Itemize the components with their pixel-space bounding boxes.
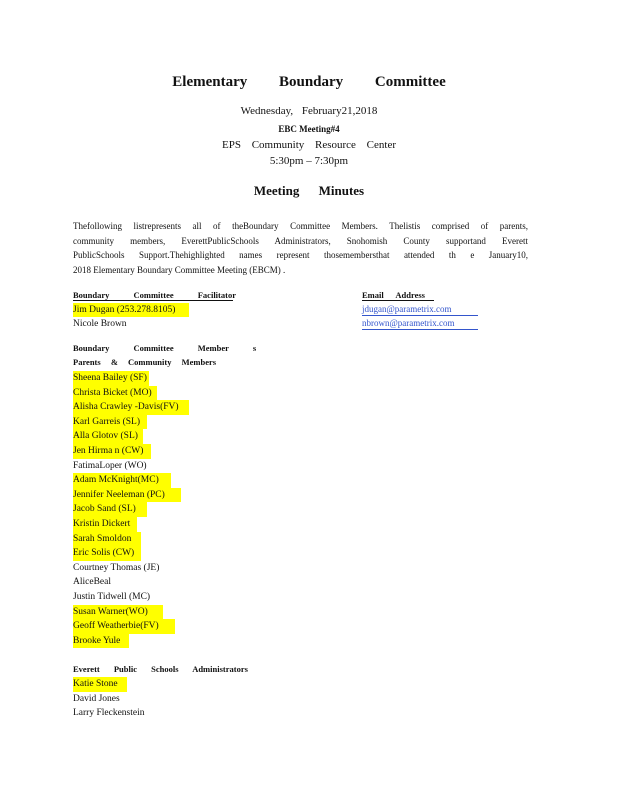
list-item: FatimaLoper (WO): [73, 460, 147, 471]
list-item: David Jones: [73, 693, 120, 704]
list-item: Alla Glotov (SL): [73, 429, 189, 444]
members-subheading: Parents & Community Members: [73, 357, 217, 367]
facilitator-name: Jim Dugan (253.278.8105): [73, 303, 189, 317]
email-address-heading: Email Address: [362, 290, 434, 301]
intro-line: community members, EverettPublicSchools Administrators, Snohomish County supportand Everett: [73, 235, 528, 246]
list-item: Sarah Smoldon: [73, 532, 189, 547]
list-item: Kristin Dickert: [73, 517, 189, 532]
intro-line: 2018 Elementary Boundary Committee Meeting (EBCM) .: [73, 264, 286, 275]
meeting-date: Wednesday, February21,2018: [240, 105, 378, 117]
list-item: Jen Hirma n (CW): [73, 444, 189, 459]
list-item: Alisha Crawley -Davis(FV): [73, 400, 189, 415]
members-list: [73, 371, 189, 648]
meeting-location: EPS Community Resource Center: [221, 139, 396, 151]
list-item: Karl Garreis (SL): [73, 415, 189, 430]
document-title: Elementary Boundary Committee: [172, 74, 446, 90]
list-item: AliceBeal: [73, 577, 111, 588]
list-item: Susan Warner(WO): [73, 605, 189, 620]
list-item: Courtney Thomas (JE): [73, 562, 160, 573]
list-item: Christa Bicket (MO): [73, 386, 189, 401]
list-item: Geoff Weatherbie(FV): [73, 619, 189, 634]
intro-paragraph: [73, 219, 528, 277]
list-item: Eric Solis (CW): [73, 546, 189, 561]
facilitator-email-link[interactable]: jdugan@parametrix.com: [362, 303, 478, 316]
list-item: Sheena Bailey (SF): [73, 371, 189, 386]
administrators-list: [73, 677, 145, 721]
list-item: Jennifer Neeleman (PC): [73, 488, 189, 503]
meeting-time: 5:30pm – 7:30pm: [269, 155, 349, 167]
intro-line: Thefollowing listrepresents all of theBoundary Committee Members. Thelistis comprised of parents,: [73, 221, 528, 231]
list-item: Katie Stone: [73, 677, 145, 692]
facilitator-email-link[interactable]: nbrown@parametrix.com: [362, 317, 478, 330]
list-item: Adam McKnight(MC): [73, 473, 189, 488]
list-item: Larry Fleckenstein: [73, 708, 145, 719]
facilitator-row: [73, 317, 127, 331]
list-item: Jacob Sand (SL): [73, 502, 189, 517]
facilitator-heading: Boundary Committee Facilitator: [73, 290, 236, 300]
administrators-heading: Everett Public Schools Administrators: [73, 664, 248, 674]
facilitator-row: [73, 303, 189, 317]
members-heading: Boundary Committee Member s: [73, 343, 257, 353]
intro-line: PublicSchools Support.Thehighlighted names represent thosemembersthat attended th e January10,: [73, 250, 528, 261]
meeting-number: EBC Meeting#4: [278, 124, 340, 134]
list-item: Brooke Yule: [73, 634, 189, 649]
list-item: Justin Tidwell (MC): [73, 591, 151, 602]
facilitator-name: Nicole Brown: [73, 319, 127, 329]
minutes-heading: Meeting Minutes: [253, 183, 365, 198]
